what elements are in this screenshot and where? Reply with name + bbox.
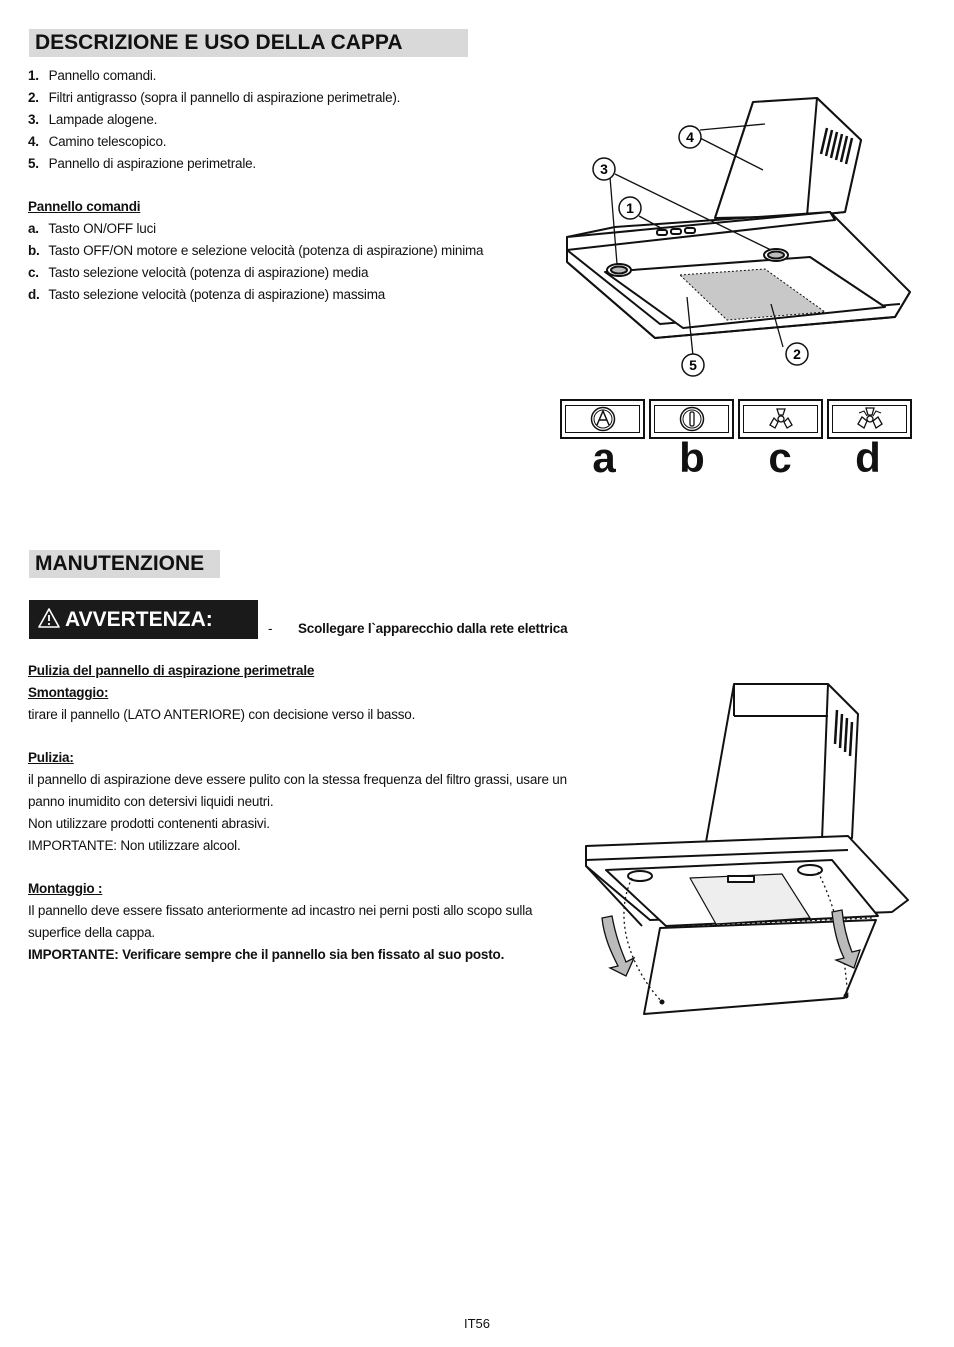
button-d-high	[827, 399, 912, 439]
assembly-line: Il pannello deve essere fissato anteriormente ad incastro nei perni posti allo scopo sulla	[28, 903, 533, 918]
list-item: 4. Camino telescopico.	[28, 134, 167, 149]
section-title-maintenance: MANUTENZIONE	[29, 550, 220, 578]
panel-heading: Pannello comandi	[28, 199, 141, 214]
assembly-heading: Montaggio :	[28, 881, 103, 896]
fan-high-icon	[855, 406, 885, 432]
list-item: d. Tasto selezione velocità (potenza di aspirazione) massima	[28, 287, 386, 302]
callout-2: 2	[793, 346, 801, 362]
letter-c: c	[768, 434, 792, 481]
letter-a: a	[592, 434, 616, 481]
page-number: IT56	[463, 1316, 490, 1331]
warning-text: Scollegare l`apparecchio dalla rete elettrica	[298, 621, 568, 636]
panel-list	[28, 218, 483, 306]
warning-dash: -	[268, 621, 273, 636]
list-item: 1. Pannello comandi.	[28, 68, 157, 83]
list-item: b. Tasto OFF/ON motore e selezione velocità (potenza di aspirazione) minima	[28, 243, 484, 258]
power-icon	[677, 406, 707, 432]
cleaning-heading: Pulizia del pannello di aspirazione perimetrale	[28, 663, 315, 678]
component-list	[28, 65, 400, 175]
warning-icon	[37, 607, 61, 629]
button-b-motor	[649, 399, 734, 439]
cleaning-line: Non utilizzare prodotti contenenti abrasivi.	[28, 816, 270, 831]
disassembly-heading: Smontaggio:	[28, 685, 109, 700]
callout-4: 4	[686, 129, 694, 145]
list-item: 3. Lampade alogene.	[28, 112, 158, 127]
assembly-line: superfice della cappa.	[28, 925, 155, 940]
list-item: a. Tasto ON/OFF luci	[28, 221, 156, 236]
fan-medium-icon	[766, 406, 796, 432]
letter-d: d	[855, 434, 881, 481]
list-item: 5. Pannello di aspirazione perimetrale.	[28, 156, 256, 171]
control-panel	[560, 399, 912, 439]
callout-1: 1	[626, 200, 634, 216]
button-letters	[560, 434, 912, 482]
panel-removal-diagram	[582, 680, 912, 1022]
button-c-medium	[738, 399, 823, 439]
cleaning-line: il pannello di aspirazione deve essere pulito con la stessa frequenza del filtro grassi, usare un	[28, 772, 567, 787]
cleaning-subheading: Pulizia:	[28, 750, 74, 765]
warning-box	[29, 600, 258, 639]
letter-b: b	[679, 434, 705, 481]
callout-3: 3	[600, 161, 608, 177]
list-item: 2. Filtri antigrasso (sopra il pannello di aspirazione perimetrale).	[28, 90, 401, 105]
lamp-icon	[588, 406, 618, 432]
assembly-important: IMPORTANTE: Verificare sempre che il pannello sia ben fissato al suo posto.	[28, 947, 505, 962]
section-title-description: DESCRIZIONE E USO DELLA CAPPA	[29, 29, 468, 57]
warning-label: AVVERTENZA:	[65, 608, 213, 631]
disassembly-text: tirare il pannello (LATO ANTERIORE) con decisione verso il basso.	[28, 707, 416, 722]
button-a-lights	[560, 399, 645, 439]
hood-diagram	[555, 92, 915, 382]
cleaning-line: IMPORTANTE: Non utilizzare alcool.	[28, 838, 241, 853]
callout-5: 5	[689, 357, 697, 373]
cleaning-line: panno inumidito con detersivi liquidi neutri.	[28, 794, 274, 809]
list-item: c. Tasto selezione velocità (potenza di aspirazione) media	[28, 265, 369, 280]
